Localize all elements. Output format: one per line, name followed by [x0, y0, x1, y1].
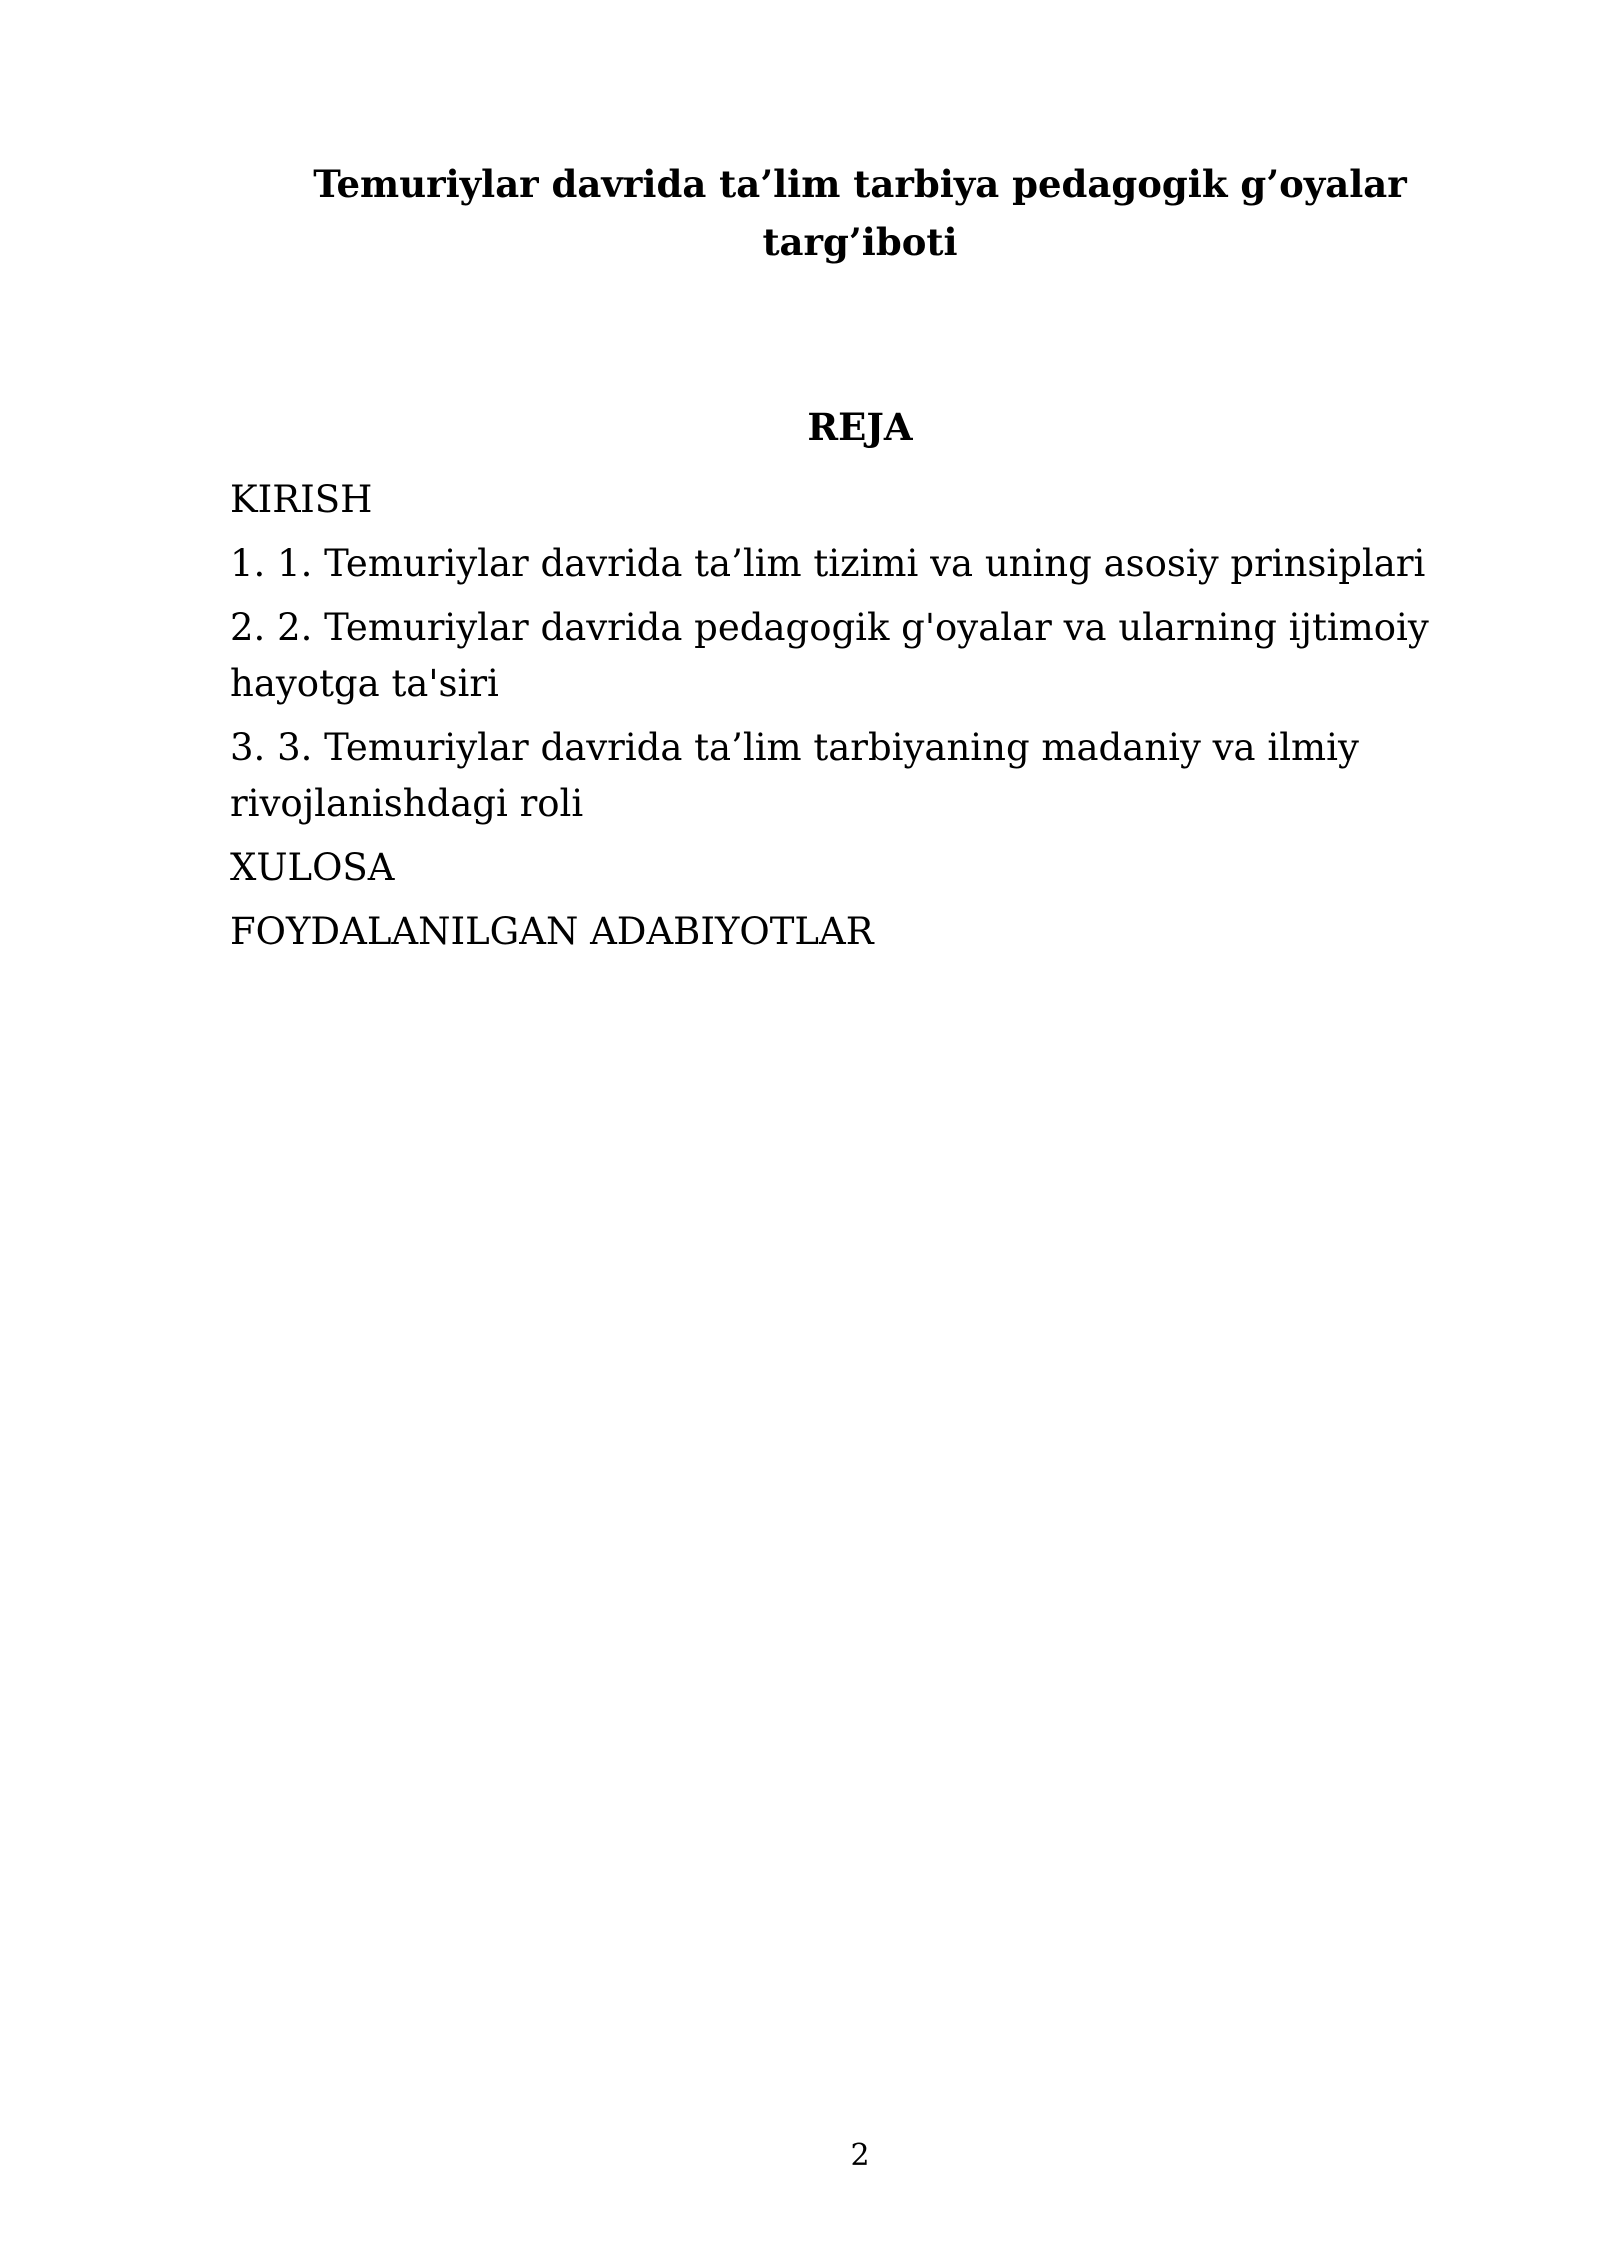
page-number: 2	[850, 2138, 870, 2173]
plan-list	[230, 472, 1490, 968]
plan-heading: REJA	[807, 405, 913, 449]
document-title: Temuriylar davrida ta’lim tarbiya pedagogik g’oyalar targ’iboti	[313, 162, 1407, 264]
plan-item-introduction: KIRISH	[230, 478, 373, 521]
plan-item-section-2: 2. 2. Temuriylar davrida pedagogik g'oyalar va ularning ijtimoiy hayotga ta'siri	[230, 606, 1429, 705]
plan-item-references: FOYDALANILGAN ADABIYOTLAR	[230, 910, 874, 953]
plan-item-section-1: 1. 1. Temuriylar davrida ta’lim tizimi va uning asosiy prinsiplari	[230, 542, 1426, 585]
plan-item-section-3: 3. 3. Temuriylar davrida ta’lim tarbiyaning madaniy va ilmiy rivojlanishdagi roli	[230, 726, 1359, 825]
plan-item-conclusion: XULOSA	[230, 846, 395, 889]
